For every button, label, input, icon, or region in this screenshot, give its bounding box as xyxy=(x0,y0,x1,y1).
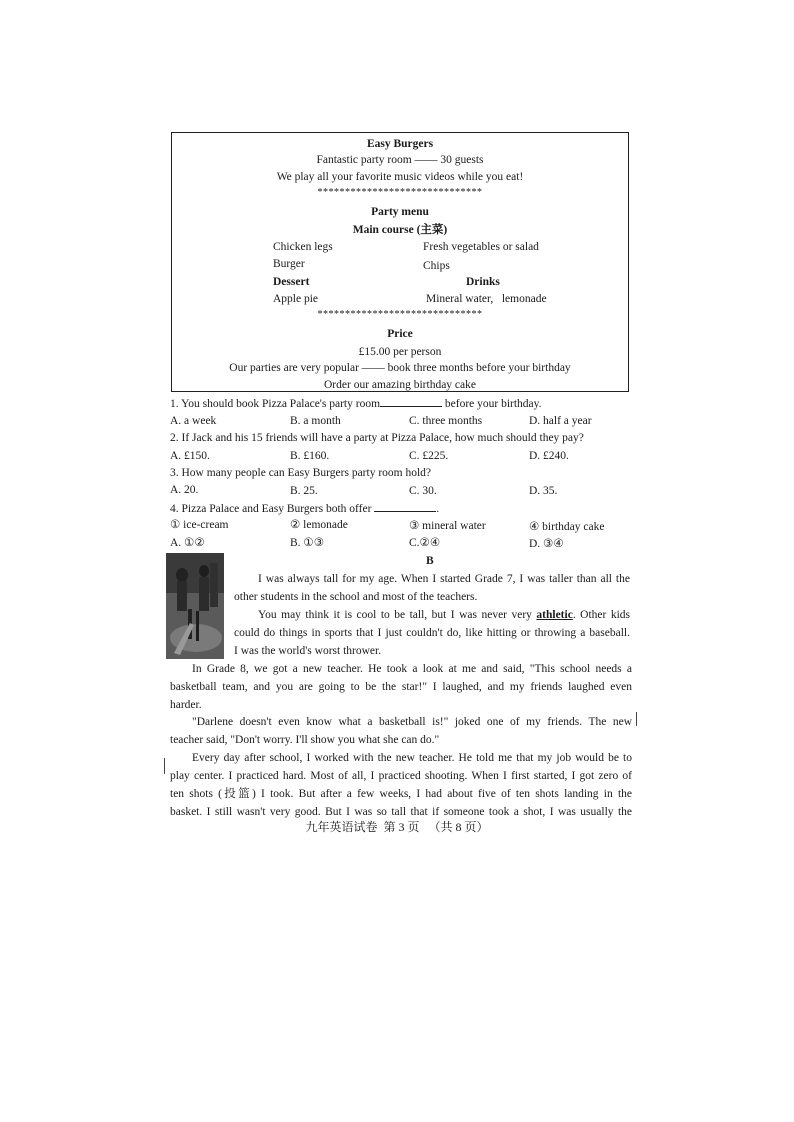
paragraph-3-line-2: basketball team, and you are going to be the star!" I laughed, and my friends laughed even xyxy=(170,681,632,693)
q2-option-d: D. £240. xyxy=(529,450,569,462)
paragraph-2-line-2: could do things in sports that I just couldn't do, like hitting or throwing a baseball. xyxy=(234,627,630,639)
scan-mark xyxy=(164,758,165,774)
paragraph-5 xyxy=(170,749,632,821)
question-1-stem: 1. You should book Pizza Palace's party room xyxy=(170,398,381,410)
q1-option-b: B. a month xyxy=(290,415,341,427)
paragraph-2-line-3: I was the world's worst thrower. xyxy=(234,645,382,657)
birthday-cake-note: Order our amazing birthday cake xyxy=(324,379,476,391)
q4-item-4: ④ birthday cake xyxy=(529,521,605,533)
menu-burger: Burger xyxy=(273,258,305,270)
question-4-stem-end: . xyxy=(436,503,440,515)
q4-option-a: A. ①② xyxy=(170,537,205,549)
q2-option-a: A. £150. xyxy=(170,450,210,462)
paragraph-2-text-b: . Other kids xyxy=(572,609,630,621)
question-4 xyxy=(170,501,439,516)
ad-divider: ****************************** xyxy=(317,187,483,198)
question-4-stem: 4. Pizza Palace and Easy Burgers both offer xyxy=(170,503,372,515)
paragraph-2-text-a: You may think it is cool to be tall, but I was never very xyxy=(258,609,532,621)
q4-item-1: ① ice-cream xyxy=(170,519,229,531)
menu-chicken-legs: Chicken legs xyxy=(273,241,333,253)
dessert-heading: Dessert xyxy=(273,276,310,288)
easy-burgers-ad xyxy=(171,132,629,392)
q4-option-c: C.②④ xyxy=(409,537,441,549)
paragraph-2-line-1 xyxy=(234,606,630,624)
menu-drinks: Mineral water, lemonade xyxy=(426,293,547,305)
paragraph-4-line-2: teacher said, "Don't worry. I'll show you what she can do." xyxy=(170,734,440,746)
answer-blank xyxy=(374,501,436,512)
ad-title: Easy Burgers xyxy=(366,138,434,150)
menu-apple-pie: Apple pie xyxy=(273,293,319,305)
paragraph-1-line-1: I was always tall for my age. When I started Grade 7, I was taller than all the xyxy=(258,573,630,585)
paragraph-5-line-4: basket. I still wasn't very good. But I was so tall that if someone took a shot, I was usually the xyxy=(170,806,632,818)
q4-option-d: D. ③④ xyxy=(529,538,564,550)
ad-divider-2: ****************************** xyxy=(317,309,483,320)
scan-mark xyxy=(636,712,637,726)
section-b-label: B xyxy=(426,555,434,567)
q1-option-c: C. three months xyxy=(409,415,483,427)
q3-option-a: A. 20. xyxy=(170,484,199,496)
main-course-heading: Main course (主菜) xyxy=(352,224,448,236)
paragraph-5-line-2: play center. I practiced hard. Most of all, I practiced shooting. When I first started, I got zero of xyxy=(170,770,632,782)
paragraph-3-line-1: In Grade 8, we got a new teacher. He took a look at me and said, "This school needs a xyxy=(192,663,632,675)
q3-option-d: D. 35. xyxy=(529,485,558,497)
basketball-photo xyxy=(166,553,224,659)
paragraph-1 xyxy=(234,570,630,606)
paragraph-2 xyxy=(234,606,630,660)
q4-option-b: B. ①③ xyxy=(290,537,325,549)
page-footer: 九年英语试卷 第 3 页 （共 8 页） xyxy=(305,820,489,834)
q3-option-b: B. 25. xyxy=(290,485,318,497)
q1-option-d: D. half a year xyxy=(529,415,592,427)
ad-party-room: Fantastic party room —— 30 guests xyxy=(316,154,484,166)
menu-chips: Chips xyxy=(423,260,450,272)
q3-option-c: C. 30. xyxy=(409,485,437,497)
menu-vegetables: Fresh vegetables or salad xyxy=(423,241,539,253)
answer-blank xyxy=(380,396,442,407)
basketball-photo-graphic xyxy=(166,553,224,659)
paragraph-3 xyxy=(170,660,632,714)
q2-option-b: B. £160. xyxy=(290,450,330,462)
question-1-stem-end: before your birthday. xyxy=(444,398,542,410)
paragraph-4 xyxy=(170,713,632,749)
paragraph-3-line-3: harder. xyxy=(170,699,202,711)
paragraph-5-line-1: Every day after school, I worked with the new teacher. He told me that my job would be to xyxy=(192,752,632,764)
popular-note: Our parties are very popular —— book three months before your birthday xyxy=(229,362,571,374)
question-3: 3. How many people can Easy Burgers party room hold? xyxy=(170,467,432,479)
question-1 xyxy=(170,396,542,411)
paragraph-5-line-3: ten shots (投篮) I took. But after a few weeks, I had about five of ten shots landing in the xyxy=(170,788,632,800)
drinks-heading: Drinks xyxy=(466,276,500,288)
price-value: £15.00 per person xyxy=(358,346,442,358)
paragraph-4-line-1: "Darlene doesn't even know what a basketball is!" joked one of my friends. The new xyxy=(192,716,632,728)
question-2: 2. If Jack and his 15 friends will have a party at Pizza Palace, how much should they pay? xyxy=(170,432,584,444)
q1-option-a: A. a week xyxy=(170,415,217,427)
underlined-word-athletic: athletic xyxy=(536,609,573,621)
ad-music-videos: We play all your favorite music videos while you eat! xyxy=(276,171,524,183)
paragraph-1-line-2: other students in the school and most of the teachers. xyxy=(234,591,478,603)
price-heading: Price xyxy=(387,328,413,340)
party-menu-title: Party menu xyxy=(371,206,429,218)
q4-item-2: ② lemonade xyxy=(290,519,348,531)
q2-option-c: C. £225. xyxy=(409,450,449,462)
q4-item-3: ③ mineral water xyxy=(409,520,486,532)
